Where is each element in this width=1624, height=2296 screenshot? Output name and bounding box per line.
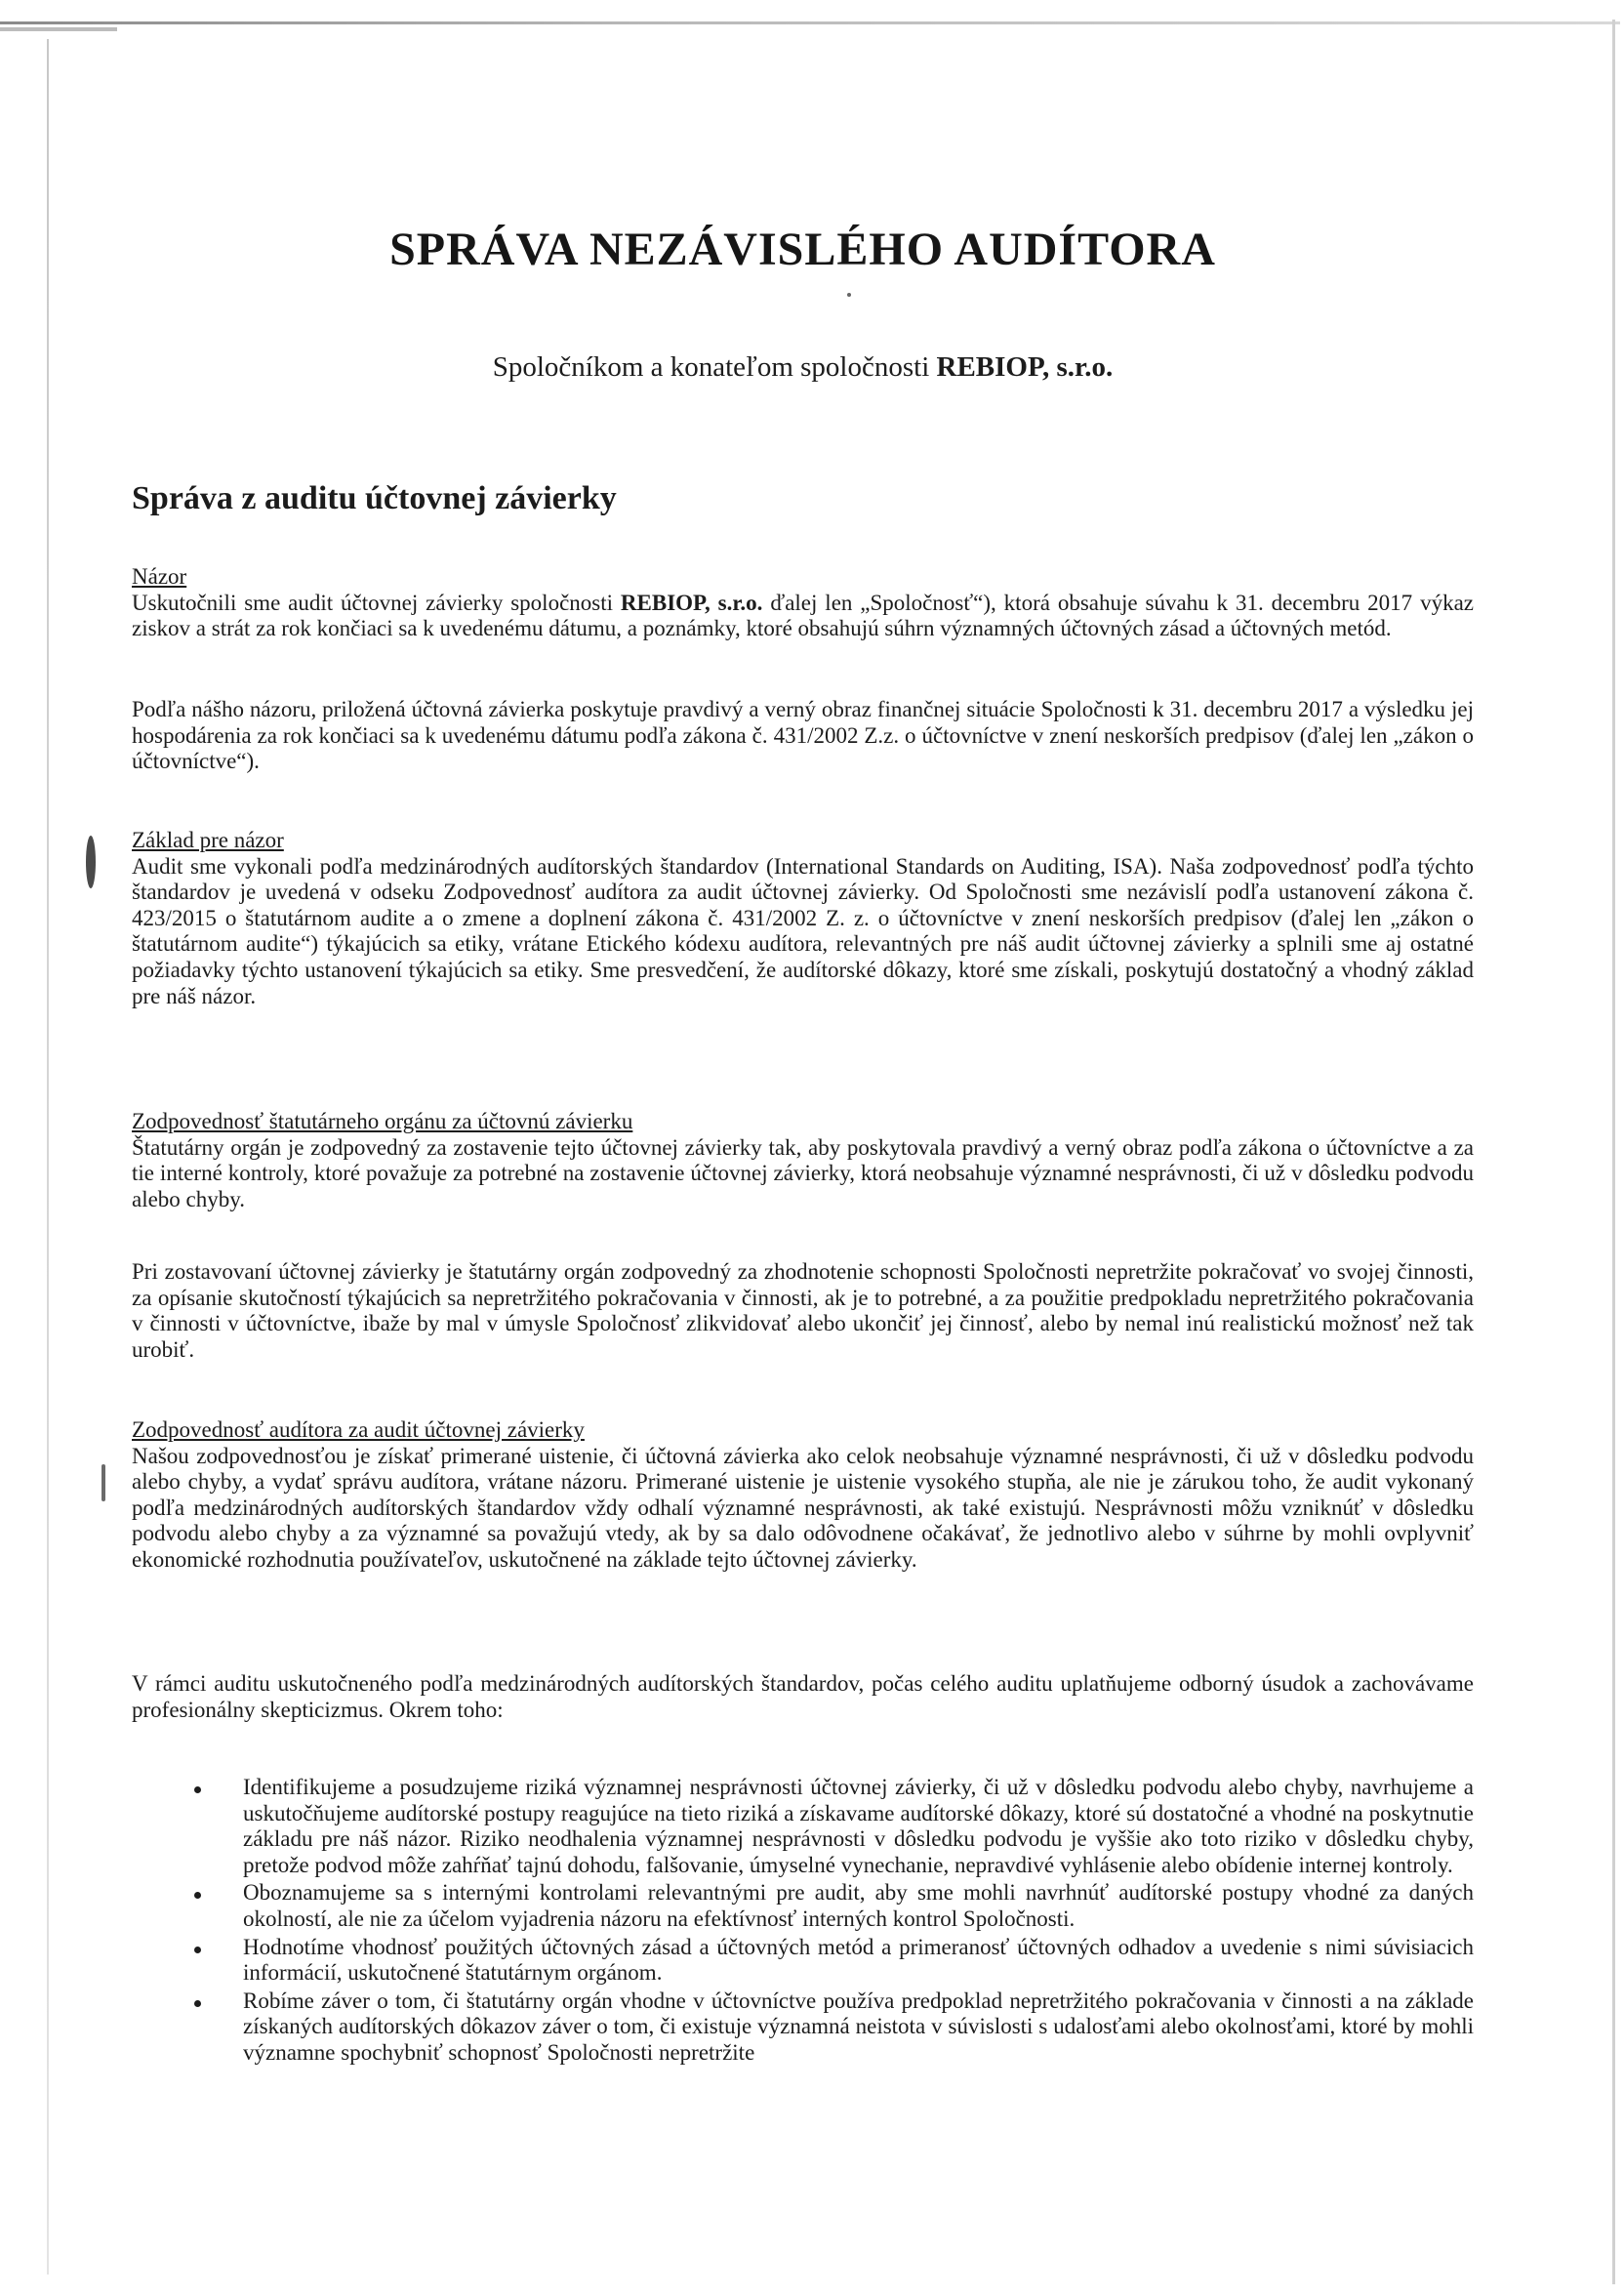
bullet-icon xyxy=(194,2000,201,2007)
bullet-icon xyxy=(194,1947,201,1953)
management-responsibility-paragraph-2: Pri zostavovaní účtovnej závierky je štatutárny orgán zodpovedný za zhodnotenie schopnosti Spoločnosti nepretržite pokračovať vo svojej činnosti, za opísanie skutočností týkajúcich sa nepretržitého pokračovania v činnosti, ak je to potrebné, a za použitie predpokladu nepretržitého pokračovania v činnosti v účtovníctve, ibaže by mal v úmysle Spoločnosť zlikvidovať alebo ukončiť jej činnosť, alebo by nemal inú realistickú možnosť než tak urobiť. xyxy=(132,1259,1474,1362)
scan-speck xyxy=(847,293,851,297)
list-item-text: Oboznamujeme sa s internými kontrolami relevantnými pre audit, aby sme mohli navrhnúť audítorské postupy vhodné za daných okolností, ale nie za účelom vyjadrenia názoru na efektívnosť interných kontrol Spoločnosti. xyxy=(243,1880,1474,1931)
bullet-icon xyxy=(194,1892,201,1899)
scan-edge-right xyxy=(1612,20,1615,2284)
management-responsibility-heading: Zodpovednosť štatutárneho orgánu za účtovnú závierku xyxy=(132,1109,633,1133)
scan-edge-top-mark xyxy=(0,27,117,31)
addressee-line xyxy=(132,351,1474,384)
opinion-paragraph-1-start: Uskutočnili sme audit účtovnej závierky spoločnosti xyxy=(132,590,621,615)
punch-hole-mark-lower xyxy=(102,1464,105,1501)
bullet-icon xyxy=(194,1786,201,1793)
opinion-company-name: REBIOP, s.r.o. xyxy=(620,590,763,615)
opinion-section xyxy=(132,564,1474,642)
opinion-paragraph-1 xyxy=(132,591,1474,642)
auditor-responsibility-section xyxy=(132,1417,1474,1574)
section-title: Správa z auditu účtovnej závierky xyxy=(132,480,617,516)
list-item xyxy=(132,1935,1474,1987)
punch-hole-mark xyxy=(86,836,96,888)
auditor-procedures-list xyxy=(132,1775,1474,2069)
management-responsibility-section xyxy=(132,1109,1474,1212)
basis-heading: Základ pre názor xyxy=(132,828,284,852)
addressee-company: REBIOP, s.r.o. xyxy=(936,351,1114,383)
opinion-paragraph-1-end: ďalej len „Spoločnosť“), ktorá obsahuje súvahu k 31. decembru 2017 výkaz ziskov a strát za rok končiaci sa k uvedenému dátumu, a poznámky, ktoré obsahujú súhrn významných účtovných zásad a účtovných metód. xyxy=(132,590,1474,641)
auditor-responsibility-paragraph-1: Našou zodpovednosťou je získať primerané uistenie, či účtovná závierka ako celok neobsahuje významné nesprávnosti, či už v dôsledku podvodu alebo chyby, a vydať správu audítora, vrátane názoru. Primerané uistenie je uistenie vysokého stupňa, ale nie je zárukou toho, že audit vykonaný podľa medzinárodných audítorských štandardov vždy odhalí významné nesprávnosti, ak také existujú. Nesprávnosti môžu vzniknúť v dôsledku podvodu alebo chyby a za významné sa považujú vtedy, ak by sa dalo odôvodnene očakávať, že jednotlivo alebo v súhrne by mohli ovplyvniť ekonomické rozhodnutia používateľov, uskutočnené na základe tejto účtovnej závierky. xyxy=(132,1443,1474,1572)
auditor-responsibility-paragraph-2: V rámci auditu uskutočneného podľa medzinárodných audítorských štandardov, počas celého auditu uplatňujeme odborný úsudok a zachovávame profesionálny skepticizmus. Okrem toho: xyxy=(132,1671,1474,1722)
basis-section xyxy=(132,828,1474,1009)
list-item-text: Robíme záver o tom, či štatutárny orgán vhodne v účtovníctve používa predpoklad nepretržitého pokračovania v činnosti a na základe získaných audítorských dôkazov záver o tom, či existuje významná neistota v súvislosti s udalosťami alebo okolnosťami, ktoré by mohli významne spochybniť schopnosť Spoločnosti nepretržite xyxy=(243,1988,1474,2065)
list-item xyxy=(132,1775,1474,1878)
management-responsibility-paragraph-1: Štatutárny orgán je zodpovedný za zostavenie tejto účtovnej závierky tak, aby poskytovala pravdivý a verný obraz podľa zákona o účtovníctve a za tie interné kontroly, ktoré považuje za potrebné na zostavenie účtovnej závierky, ktorá neobsahuje významné nesprávnosti, či už v dôsledku podvodu alebo chyby. xyxy=(132,1134,1474,1211)
opinion-paragraph-2: Podľa nášho názoru, priložená účtovná závierka poskytuje pravdivý a verný obraz finančnej situácie Spoločnosti k 31. decembru 2017 a výsledku jej hospodárenia za rok končiaci sa k uvedenému dátumu podľa zákona č. 431/2002 Z.z. o účtovníctve v znení neskorších predpisov (ďalej len „zákon o účtovníctve“). xyxy=(132,697,1474,774)
list-item-text: Hodnotíme vhodnosť použitých účtovných zásad a účtovných metód a primeranosť účtovných odhadov a uvedenie s nimi súvisiacich informácií, uskutočnené štatutárnym orgánom. xyxy=(243,1934,1474,1986)
list-item-text: Identifikujeme a posudzujeme riziká významnej nesprávnosti účtovnej závierky, či už v dôsledku podvodu alebo chyby, navrhujeme a uskutočňujeme audítorské postupy reagujúce na tieto riziká a získavame audítorské dôkazy, ktoré sú dostatočné a vhodné na poskytnutie základu pre náš názor. Riziko neodhalenia významnej nesprávnosti v dôsledku podvodu je vyššie ako toto riziko v dôsledku chyby, pretože podvod môže zahŕňať tajnú dohodu, falšovanie, úmyselné vynechanie, nepravdivé vyhlásenie alebo obídenie internej kontroly. xyxy=(243,1775,1474,1877)
auditor-responsibility-heading: Zodpovednosť audítora za audit účtovnej závierky xyxy=(132,1417,585,1442)
scan-edge-left xyxy=(47,39,49,2275)
basis-paragraph: Audit sme vykonali podľa medzinárodných audítorských štandardov (International Standards on Auditing, ISA). Naša zodpovednosť podľa týchto štandardov je uvedená v odseku Zodpovednosť audítora za audit účtovnej závierky. Od Spoločnosti sme nezávislí podľa ustanovení zákona č. 423/2015 o štatutárnom audite a o zmene a doplnení zákona č. 431/2002 Z. z. o účtovníctve v znení neskorších predpisov (ďalej len „zákon o štatutárnom audite“) týkajúcich sa etiky, vrátane Etického kódexu audítora, relevantných pre náš audit účtovnej závierky a splnili sme aj ostatné požiadavky týchto ustanovení týkajúcich sa etiky. Sme presvedčení, že audítorské dôkazy, ktoré sme získali, poskytujú dostatočný a vhodný základ pre náš názor. xyxy=(132,853,1474,1008)
document-title: SPRÁVA NEZÁVISLÉHO AUDÍTORA xyxy=(389,224,1216,275)
list-item xyxy=(132,1988,1474,2067)
scan-edge-top xyxy=(0,21,1620,24)
addressee-prefix: Spoločníkom a konateľom spoločnosti xyxy=(492,351,937,383)
opinion-heading: Názor xyxy=(132,564,187,589)
list-item xyxy=(132,1880,1474,1932)
